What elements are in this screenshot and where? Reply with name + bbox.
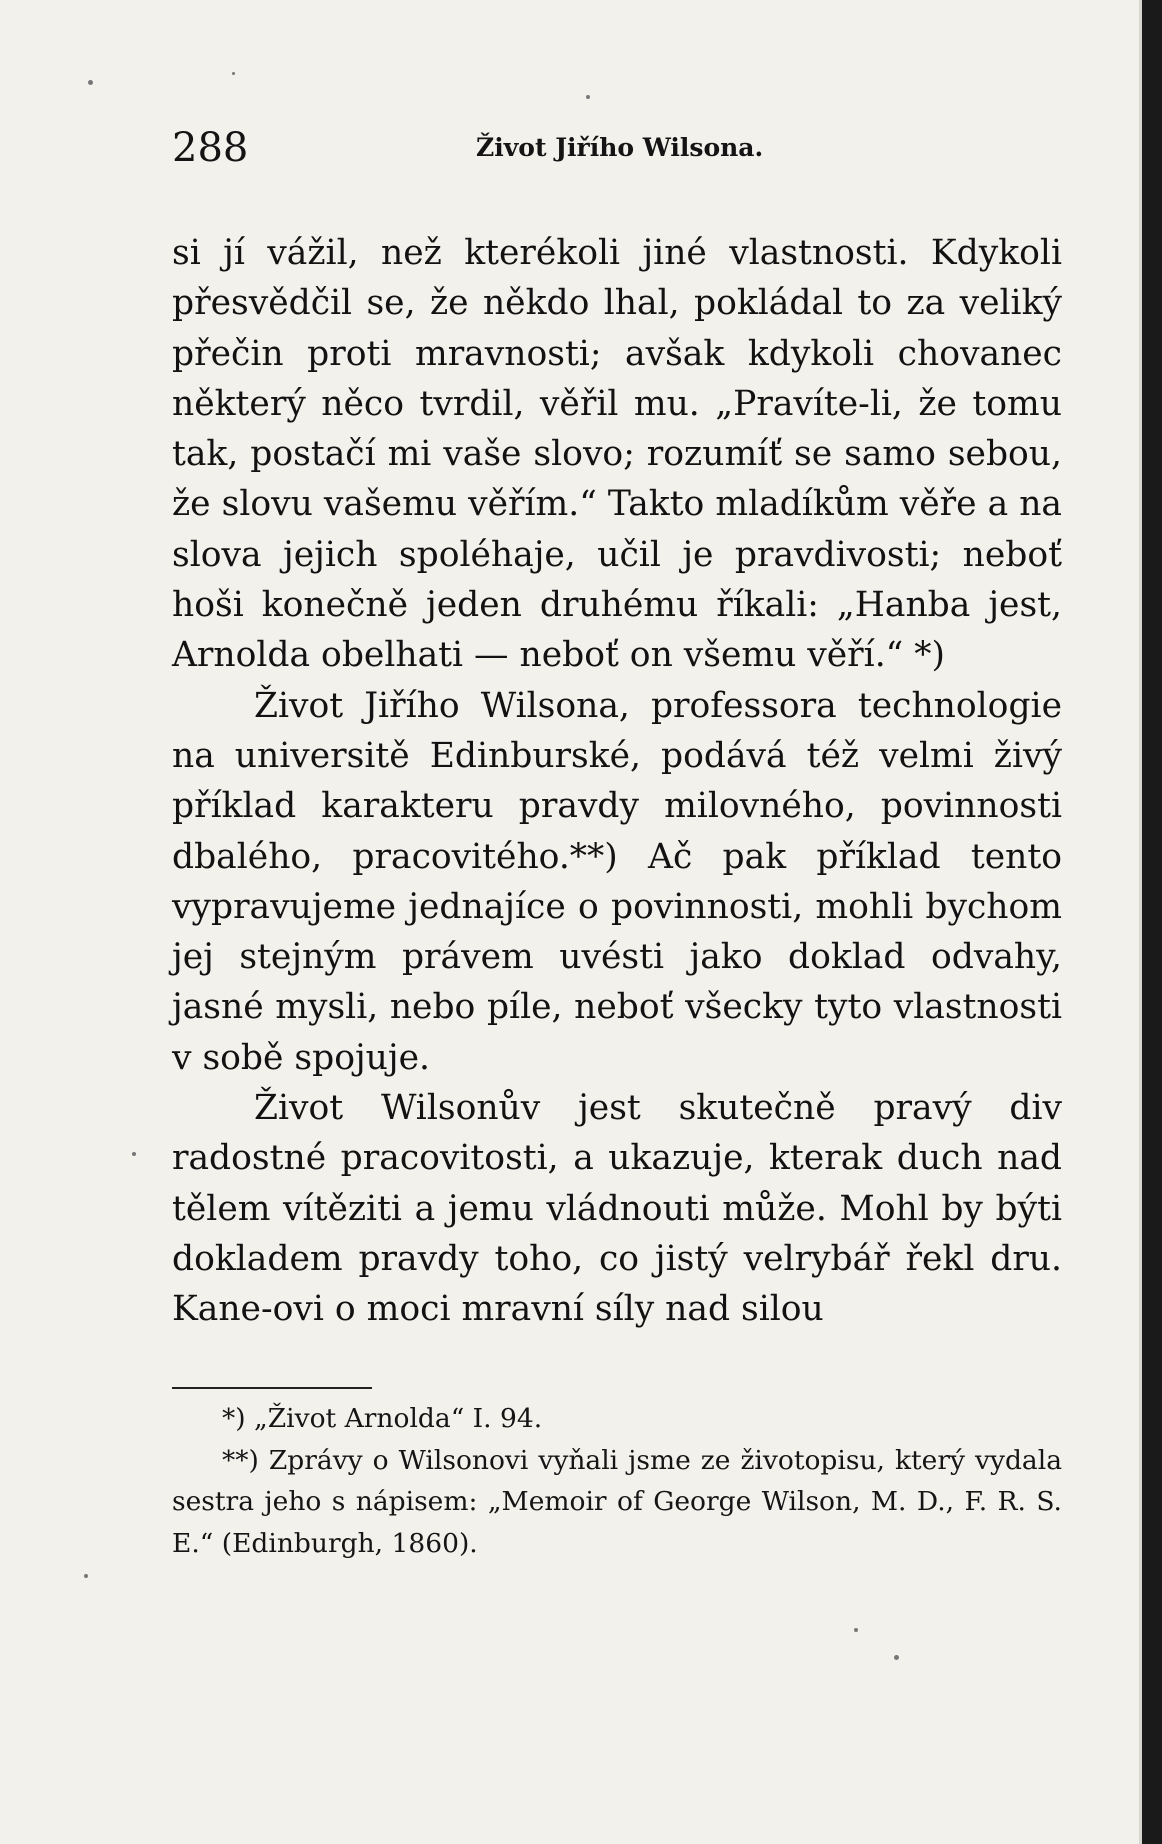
page-header: [172, 118, 1062, 178]
scan-speck: [586, 95, 590, 99]
paragraph-continued: si jí vážil, než kterékoli jiné vlastnosti. Kdykoli přesvědčil se, že někdo lhal, pokládal to za veliký přečin proti mravnosti; avšak kdykoli chovanec některý něco tvrdil, věřil mu. „Pravíte-li, že tomu tak, postačí mi vaše slovo; rozumíť se samo sebou, že slovu vašemu věřím.“ Takto mladíkům věře a na slova jejich spoléhaje, učil je pravdivosti; neboť hoši konečně jeden druhému říkali: „Hanba jest, Arnolda obelhati — neboť on všemu věří.“ *): [172, 233, 1062, 676]
scan-speck: [88, 80, 93, 85]
paragraph-wilson-life: Život Wilsonův jest skutečně pravý div radostné pracovitosti, a ukazuje, kterak duch nad tělem vítěziti a jemu vládnouti může. Mohl by býti dokladem pravdy toho, co jistý velrybář řekl dru. Kane-ovi o moci mravní síly nad silou: [172, 1088, 1062, 1330]
page-number: 288: [172, 125, 249, 171]
footnote-2: **) Zprávy o Wilsonovi vyňali jsme ze životopisu, který vydala sestra jeho s nápisem: „Memoir of George Wilson, M. D., F. R. S. E.“ (Edinburgh, 1860).: [172, 1444, 1062, 1559]
footnotes: [172, 1398, 1062, 1564]
scan-speck: [232, 72, 235, 75]
scan-speck: [84, 1574, 88, 1578]
scan-speck: [894, 1655, 899, 1660]
footnote-rule: [172, 1387, 372, 1389]
scan-speck: [854, 1628, 858, 1632]
paragraph-wilson-intro: Život Jiřího Wilsona, professora technologie na universitě Edinburské, podává též velmi živý příklad karakteru pravdy milovného, povinnosti dbalého, pracovitého.**) Ač pak příklad tento vypravujeme jednajíce o povinnosti, mohli bychom jej stejným právem uvésti jako doklad odvahy, jasné mysli, nebo píle, neboť všecky tyto vlastnosti v sobě spojuje.: [172, 685, 1062, 1078]
footnote-1: *) „Život Arnolda“ I. 94.: [222, 1403, 543, 1434]
body-text: [172, 228, 1062, 1335]
scan-speck: [132, 1152, 136, 1156]
running-title: Život Jiřího Wilsona.: [476, 133, 764, 162]
